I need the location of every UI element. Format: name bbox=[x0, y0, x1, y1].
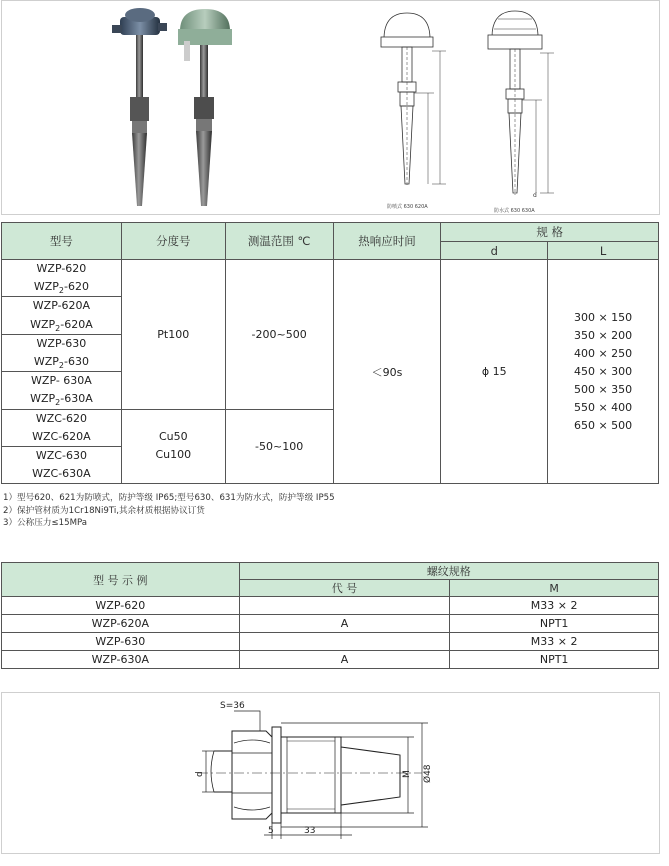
spec-table bbox=[1, 222, 659, 484]
row-code bbox=[239, 597, 450, 615]
s-label: S=36 bbox=[220, 701, 245, 711]
cu-graduation-cell bbox=[121, 409, 225, 484]
model-name: WZC-630A bbox=[32, 467, 91, 481]
dim-5-label: 5 bbox=[268, 826, 274, 836]
row-M: NPT1 bbox=[450, 615, 659, 633]
cu-range-cell: -50~100 bbox=[225, 409, 333, 484]
thread-table bbox=[1, 562, 659, 669]
model-cell-5 bbox=[2, 409, 122, 446]
row-model: WZP-620 bbox=[2, 597, 240, 615]
pt-graduation-cell: Pt100 bbox=[121, 260, 225, 410]
model-name: $WZP_2-630$ bbox=[33, 354, 89, 371]
model-name: WZP-630 bbox=[36, 336, 87, 350]
model-cell-3 bbox=[2, 334, 122, 371]
table-row bbox=[2, 597, 659, 615]
m-dim-label: M bbox=[402, 770, 412, 778]
fitting-drawing-panel bbox=[1, 692, 660, 854]
note-2: 2）保护管材质为1Cr18Ni9Ti,其余材质根据协议订货 bbox=[3, 505, 205, 516]
caption-right: 防水式 630 630A bbox=[494, 208, 535, 214]
header-range: 测温范围 ℃ bbox=[225, 223, 333, 260]
model-name: $WZP_2-620$ bbox=[33, 280, 89, 296]
model-name: WZP-620A bbox=[32, 299, 91, 313]
L-value: 500 × 350 bbox=[573, 382, 633, 396]
d-value-cell: ϕ 15 bbox=[441, 260, 548, 484]
model-name: WZC-620A bbox=[32, 429, 91, 443]
photo-thermometer-1 bbox=[112, 8, 167, 206]
model-cell-1 bbox=[2, 260, 122, 297]
L-values-cell bbox=[548, 260, 659, 484]
model-cell-2 bbox=[2, 297, 122, 334]
dia-48-label: Ø48 bbox=[423, 764, 433, 783]
table-row bbox=[2, 633, 659, 651]
row-M: NPT1 bbox=[450, 651, 659, 669]
model-name: $WZP_2-630A$ bbox=[30, 392, 93, 408]
row-code: A bbox=[239, 615, 450, 633]
header-M: M bbox=[450, 580, 659, 597]
model-name: WZC-620 bbox=[35, 411, 87, 425]
row-M: M33 × 2 bbox=[450, 633, 659, 651]
header-model: 型号 bbox=[2, 223, 122, 260]
L-value: 350 × 200 bbox=[573, 328, 633, 342]
note-1: 1）型号620、621为防喷式，防护等级 IP65;型号630、631为防水式，防护等级 IP55 bbox=[3, 493, 335, 503]
response-time-cell: ＜90s bbox=[333, 260, 441, 484]
header-L: L bbox=[548, 242, 659, 260]
product-illustrations bbox=[2, 1, 659, 214]
model-name: WZP-620 bbox=[36, 262, 87, 275]
row-model: WZP-630A bbox=[2, 651, 240, 669]
notes bbox=[3, 492, 335, 530]
cu-graduation-1: Cu50 bbox=[158, 430, 188, 444]
model-name: WZP- 630A bbox=[31, 374, 92, 388]
row-code bbox=[239, 633, 450, 651]
photo-thermometer-2 bbox=[178, 9, 232, 206]
row-model: WZP-620A bbox=[2, 615, 240, 633]
d-dim-label: d bbox=[195, 771, 205, 777]
row-M: M33 × 2 bbox=[450, 597, 659, 615]
L-value: 400 × 250 bbox=[573, 346, 633, 360]
header-d: d bbox=[441, 242, 548, 260]
fitting-drawing bbox=[2, 693, 659, 853]
model-name: WZC-630 bbox=[35, 448, 87, 462]
dim-label-d: d bbox=[533, 192, 537, 199]
drawing-explosion-proof bbox=[381, 13, 446, 186]
L-value: 650 × 500 bbox=[573, 418, 633, 432]
header-spec: 规 格 bbox=[441, 223, 659, 242]
L-value: 550 × 400 bbox=[573, 400, 633, 414]
row-model: WZP-630 bbox=[2, 633, 240, 651]
header-code: 代 号 bbox=[239, 580, 450, 597]
drawing-waterproof bbox=[488, 11, 554, 195]
header-thread: 螺纹规格 bbox=[239, 563, 658, 580]
header-response: 热响应时间 bbox=[333, 223, 441, 260]
model-name: $WZP_2-620A$ bbox=[30, 317, 93, 333]
model-cell-4 bbox=[2, 372, 122, 409]
cu-graduation-2: Cu100 bbox=[155, 448, 192, 462]
header-example: 型 号 示 例 bbox=[2, 563, 240, 597]
table-row bbox=[2, 615, 659, 633]
dim-33-label: 33 bbox=[304, 826, 316, 836]
L-value: 300 × 150 bbox=[573, 310, 633, 324]
header-graduation: 分度号 bbox=[121, 223, 225, 260]
L-value: 450 × 300 bbox=[573, 364, 633, 378]
pt-range-cell: -200~500 bbox=[225, 260, 333, 410]
caption-left: 防喷式 630 620A bbox=[387, 204, 428, 210]
note-3: 3）公称压力≤15MPa bbox=[3, 518, 88, 528]
product-image-panel bbox=[1, 0, 660, 215]
table-row bbox=[2, 651, 659, 669]
model-cell-6 bbox=[2, 446, 122, 483]
row-code: A bbox=[239, 651, 450, 669]
